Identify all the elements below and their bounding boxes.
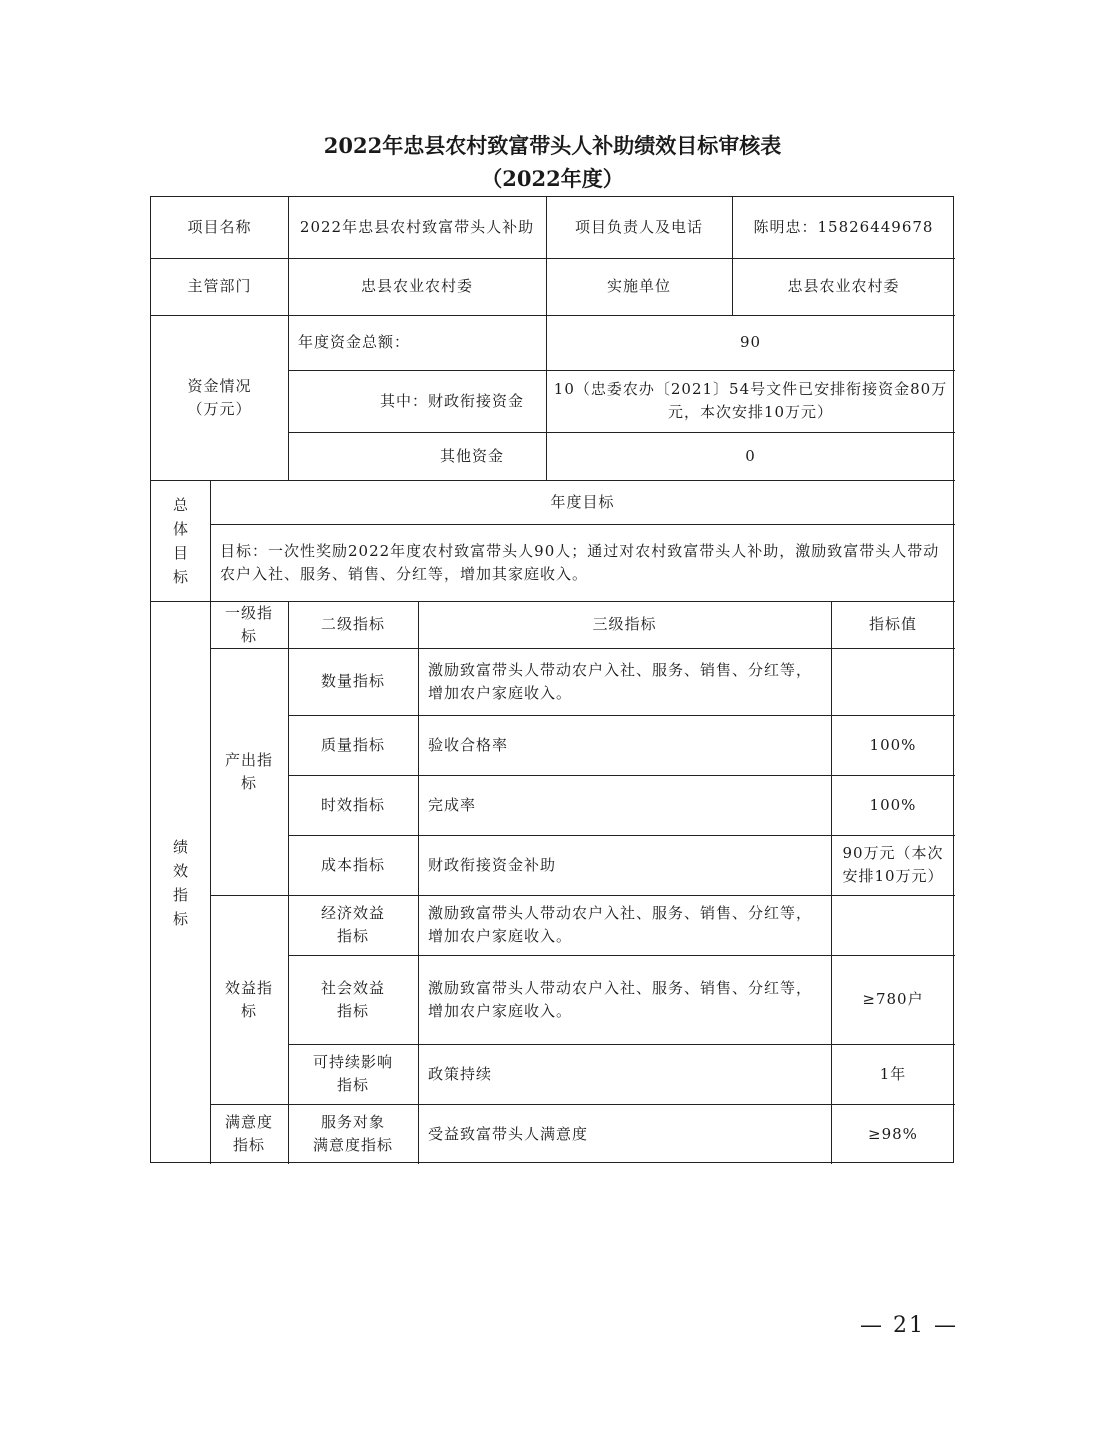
row-l2: 可持续影响 指标 (312, 1053, 393, 1094)
goal-text: 目标：一次性奖励2022年度农村致富带头人90人；通过对农村致富带头人补助，激励致富带头人带动农户入社、服务、销售、分红等，增加其家庭收入。 (220, 541, 940, 583)
funds-fiscal: 10（忠委农办〔2021〕54号文件已安排衔接资金80万 元，本次安排10万元） (553, 380, 948, 421)
row-value: 1年 (879, 1064, 907, 1083)
header-level2: 二级指标 (320, 615, 385, 633)
header-level3: 三级指标 (592, 615, 657, 633)
funds-total-label: 年度资金总额： (298, 333, 411, 351)
row-value: 100% (869, 795, 917, 814)
project-name: 2022年忠县农村致富带头人补助 (299, 218, 535, 236)
row-l3: 激励致富带头人带动农户入社、服务、销售、分红等， 增加农户家庭收入。 (428, 660, 813, 702)
row-value: 90万元（本次 安排10万元） (842, 844, 944, 885)
group-output: 产出指 标 (224, 750, 273, 792)
funds-total: 90 (739, 333, 762, 351)
row-l3: 受益致富带头人满意度 (428, 1124, 589, 1143)
row-l3: 财政衔接资金补助 (428, 855, 557, 874)
project-name-label: 项目名称 (187, 218, 252, 236)
header-level1: 一级指 标 (224, 603, 273, 645)
dept-label: 主管部门 (187, 277, 252, 295)
row-l2: 经济效益 指标 (320, 904, 385, 945)
row-value: 100% (869, 735, 917, 754)
row-l3: 激励致富带头人带动农户入社、服务、销售、分红等， 增加农户家庭收入。 (428, 904, 813, 945)
row-l2: 服务对象 满意度指标 (312, 1113, 393, 1154)
impl-label: 实施单位 (606, 277, 671, 295)
funds-label: 资金情况 （万元） (187, 376, 252, 418)
group-satisfaction: 满意度 指标 (224, 1113, 273, 1154)
row-l3: 完成率 (428, 795, 477, 814)
funds-other-label: 其他资金 (439, 446, 504, 465)
row-l3: 验收合格率 (428, 735, 509, 754)
goal-label: 总体目标 (173, 495, 190, 586)
page-title: 2022年忠县农村致富带头人补助绩效目标审核表 (323, 133, 782, 158)
dept: 忠县农业农村委 (360, 277, 473, 295)
header-value: 指标值 (868, 615, 917, 633)
perf-label: 绩效指标 (173, 837, 190, 928)
impl-unit: 忠县农业农村委 (787, 277, 900, 295)
leader-label: 项目负责人及电话 (574, 218, 703, 236)
funds-fiscal-label: 其中：财政衔接资金 (379, 391, 524, 410)
goal-header: 年度目标 (550, 492, 615, 511)
row-l2: 社会效益 指标 (320, 978, 385, 1020)
row-value (831, 895, 955, 955)
row-value: ≥780户 (862, 990, 924, 1008)
row-l3: 激励致富带头人带动农户入社、服务、销售、分红等， 增加农户家庭收入。 (428, 978, 813, 1020)
row-l2: 质量指标 (320, 735, 385, 754)
leader-contact: 陈明忠：15826449678 (753, 218, 934, 236)
row-l3: 政策持续 (428, 1064, 493, 1083)
row-l2: 时效指标 (320, 795, 385, 814)
page-number: — 21 — (860, 1313, 958, 1338)
row-l2: 成本指标 (320, 855, 385, 874)
review-table (150, 196, 954, 1163)
group-benefit: 效益指 标 (224, 978, 273, 1020)
row-value: ≥98% (868, 1124, 918, 1143)
funds-other: 0 (745, 446, 756, 465)
row-value (831, 648, 955, 715)
row-l2: 数量指标 (320, 672, 385, 690)
page-subtitle: （2022年度） (481, 166, 624, 191)
